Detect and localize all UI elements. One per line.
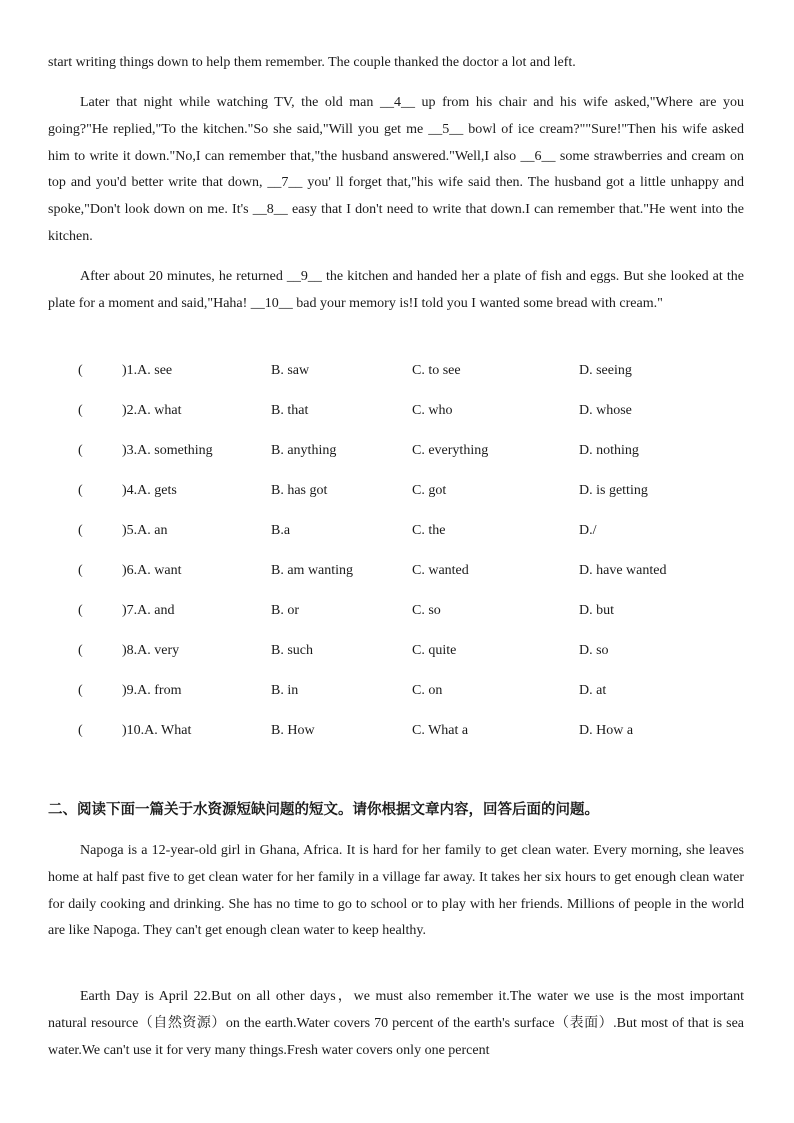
question-row (78, 720, 758, 742)
question-row (78, 440, 758, 462)
option-b: B.a (271, 523, 291, 538)
question-row (78, 480, 758, 502)
option-c: C. on (412, 683, 443, 698)
option-b: B. am wanting (271, 563, 354, 578)
answer-blank[interactable]: ( (78, 603, 83, 618)
option-a: )10.A. What (122, 723, 192, 738)
answer-blank[interactable]: ( (78, 403, 83, 418)
option-a: )3.A. something (122, 443, 213, 458)
option-c: C. quite (412, 643, 457, 658)
option-d: D. so (579, 643, 609, 658)
option-c: C. wanted (412, 563, 469, 578)
question-row (78, 680, 758, 702)
option-a: )5.A. an (122, 523, 168, 538)
option-a: )9.A. from (122, 683, 182, 698)
option-d: D. whose (579, 403, 632, 418)
answer-blank[interactable]: ( (78, 683, 83, 698)
option-a: )8.A. very (122, 643, 180, 658)
option-b: B. How (271, 723, 315, 738)
question-row (78, 640, 758, 662)
section2-paragraph-1: Napoga is a 12-year-old girl in Ghana, Africa. It is hard for her family to get clean water. Every morning, she leaves home at half past five to get clean water for her family in a village far away. It takes her six hours to get enough clean water for daily cooking and drinking. She has no time to go to school or to play with her friends. Millions of people in the world are like Napoga. They can't get enough clean water to keep healthy. (48, 843, 744, 939)
option-b: B. in (271, 683, 299, 698)
option-c: C. the (412, 523, 446, 538)
answer-blank[interactable]: ( (78, 563, 83, 578)
option-b: B. has got (271, 483, 328, 498)
option-d: D. but (579, 603, 614, 618)
section-heading: 二、阅读下面一篇关于水资源短缺问题的短文。请你根据文章内容，回答后面的问题。 (48, 802, 599, 818)
option-a: )6.A. want (122, 563, 182, 578)
option-b: B. that (271, 403, 309, 418)
question-row (78, 520, 758, 542)
section2-paragraph-2: Earth Day is April 22.But on all other days，we must also remember it.The water we use is the most important natural resource（自然资源）on the earth.Water covers 70 percent of the earth's surface（表面）.But most of that is sea water.We can't use it for very many things.Fresh water covers only one percent (48, 989, 744, 1058)
option-b: B. such (271, 643, 313, 658)
question-row (78, 400, 758, 422)
option-c: C. who (412, 403, 453, 418)
option-c: C. everything (412, 443, 489, 458)
option-d: D. have wanted (579, 563, 667, 578)
answer-blank[interactable]: ( (78, 363, 83, 378)
option-c: C. got (412, 483, 447, 498)
option-d: D. How a (579, 723, 634, 738)
option-a: )1.A. see (122, 363, 173, 378)
question-row (78, 560, 758, 582)
passage-paragraph-1: Later that night while watching TV, the old man __4__ up from his chair and his wife asked,"Where are you going?"He replied,"To the kitchen."So she said,"Will you get me __5__ bowl of ice cream?""Sure!"Then his wife asked him to write it down."No,I can remember that,"the husband answered."Well,I also __6__ some strawberries and cream on top and you'd better write that down, __7__ you' ll forget that,"his wife said then. The husband got a little unhappy and spoke,"Don't look down on me. It's __8__ easy that I don't need to write that down.I can remember that."He went into the kitchen. (48, 95, 744, 244)
option-a: )7.A. and (122, 603, 175, 618)
option-d: D. nothing (579, 443, 639, 458)
answer-blank[interactable]: ( (78, 443, 83, 458)
option-b: B. anything (271, 443, 337, 458)
option-c: C. What a (412, 723, 469, 738)
answer-blank[interactable]: ( (78, 483, 83, 498)
option-a: )4.A. gets (122, 483, 177, 498)
question-row (78, 360, 758, 382)
passage-line-0: start writing things down to help them remember. The couple thanked the doctor a lot and left. (48, 55, 576, 70)
answer-blank[interactable]: ( (78, 723, 83, 738)
option-c: C. to see (412, 363, 461, 378)
passage-paragraph-2: After about 20 minutes, he returned __9__ the kitchen and handed her a plate of fish and eggs. But she looked at the plate for a moment and said,"Haha! __10__ bad your memory is!I told you I wanted some bread with cream." (48, 269, 744, 311)
answer-blank[interactable]: ( (78, 523, 83, 538)
option-d: D. seeing (579, 363, 632, 378)
option-a: )2.A. what (122, 403, 182, 418)
answer-blank[interactable]: ( (78, 643, 83, 658)
option-c: C. so (412, 603, 441, 618)
question-row (78, 600, 758, 622)
option-d: D. is getting (579, 483, 648, 498)
option-d: D. at (579, 683, 607, 698)
option-b: B. saw (271, 363, 310, 378)
option-b: B. or (271, 603, 299, 618)
option-d: D./ (579, 523, 597, 538)
